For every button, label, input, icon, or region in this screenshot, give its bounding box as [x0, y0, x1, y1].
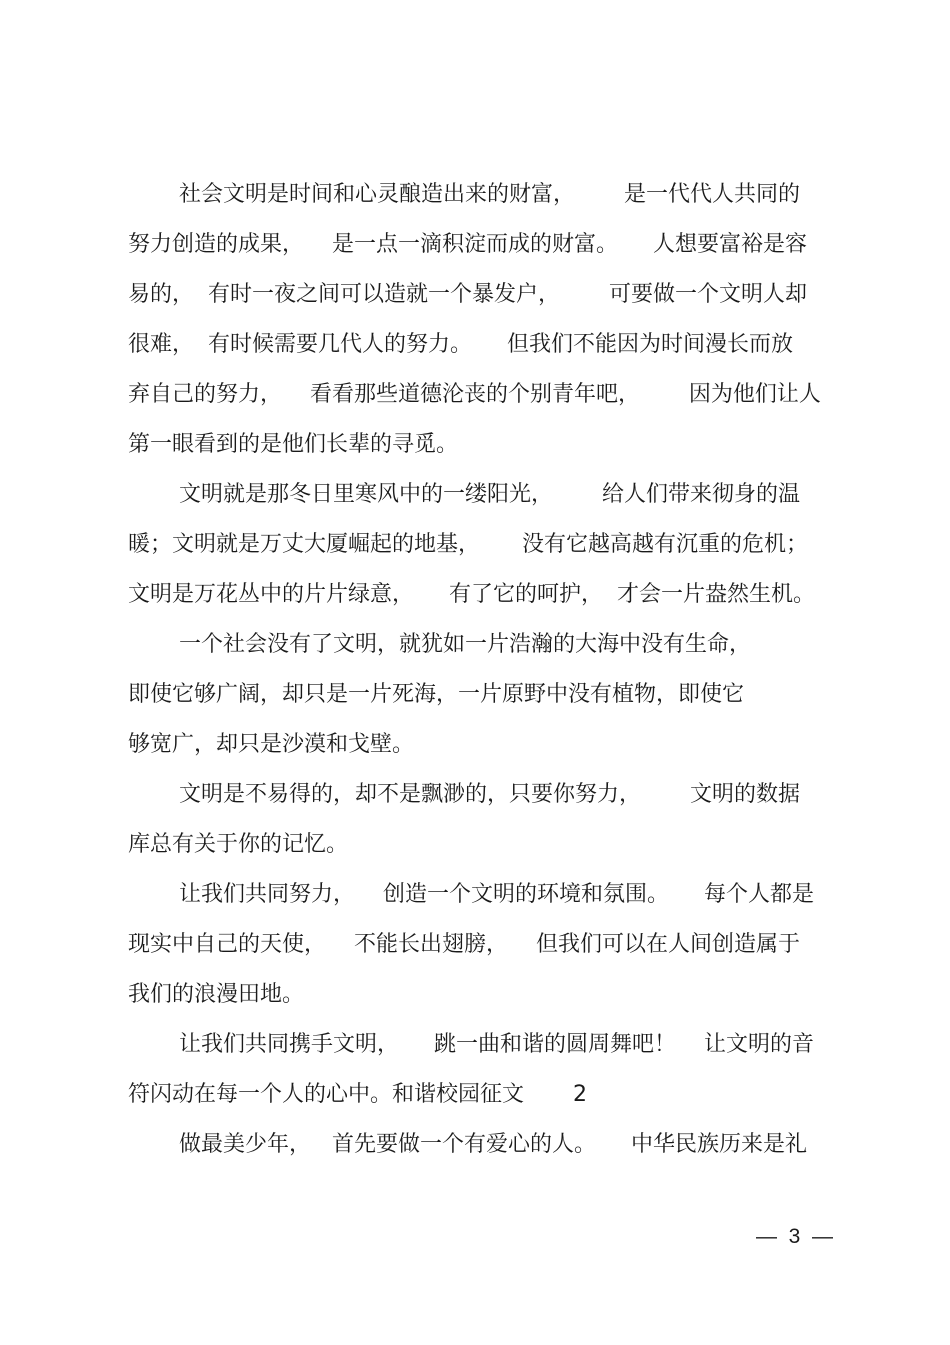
text-line: 做最美少年， 首先要做一个有爱心的人。 中华民族历来是礼: [179, 1132, 807, 1157]
text-line: 让我们共同努力， 创造一个文明的环境和氛围。 每个人都是: [179, 882, 814, 907]
text-line: 文明就是那冬日里寒风中的一缕阳光， 给人们带来彻身的温: [179, 482, 800, 507]
text-line: 努力创造的成果， 是一点一滴积淀而成的财富。 人想要富裕是容: [128, 232, 807, 257]
text-line: 第一眼看到的是他们长辈的寻觅。: [128, 432, 459, 457]
text-line: 暖；文明就是万丈大厦崛起的地基， 没有它越高越有沉重的危机；: [128, 532, 808, 557]
text-line: 让我们共同携手文明， 跳一曲和谐的圆周舞吧！ 让文明的音: [179, 1032, 814, 1057]
text-line: 即使它够广阔，却只是一片死海，一片原野中没有植物，即使它: [128, 682, 745, 707]
text-line: 我们的浪漫田地。: [128, 982, 305, 1007]
text-line: 一个社会没有了文明，就犹如一片浩瀚的大海中没有生命，: [179, 632, 752, 657]
text-line: 社会文明是时间和心灵酿造出来的财富， 是一代代人共同的: [179, 182, 800, 207]
text-line: 很难， 有时候需要几代人的努力。 但我们不能因为时间漫长而放: [128, 332, 793, 357]
text-line: 够宽广，却只是沙漠和戈壁。: [128, 732, 415, 757]
text-line: 库总有关于你的记忆。: [128, 832, 349, 857]
page-number: — 3 —: [756, 1225, 834, 1248]
text-line: 现实中自己的天使， 不能长出翅膀， 但我们可以在人间创造属于: [128, 932, 800, 957]
text-line: 符闪动在每一个人的心中。和谐校园征文 2: [128, 1082, 587, 1107]
text-line: 弃自己的努力， 看看那些道德沦丧的个别青年吧， 因为他们让人: [128, 382, 821, 407]
text-line: 文明是万花丛中的片片绿意， 有了它的呵护， 才会一片盎然生机。: [128, 582, 815, 607]
text-line: 文明是不易得的，却不是飘渺的，只要你努力， 文明的数据: [179, 782, 800, 807]
text-line: 易的， 有时一夜之间可以造就一个暴发户， 可要做一个文明人却: [128, 282, 807, 307]
